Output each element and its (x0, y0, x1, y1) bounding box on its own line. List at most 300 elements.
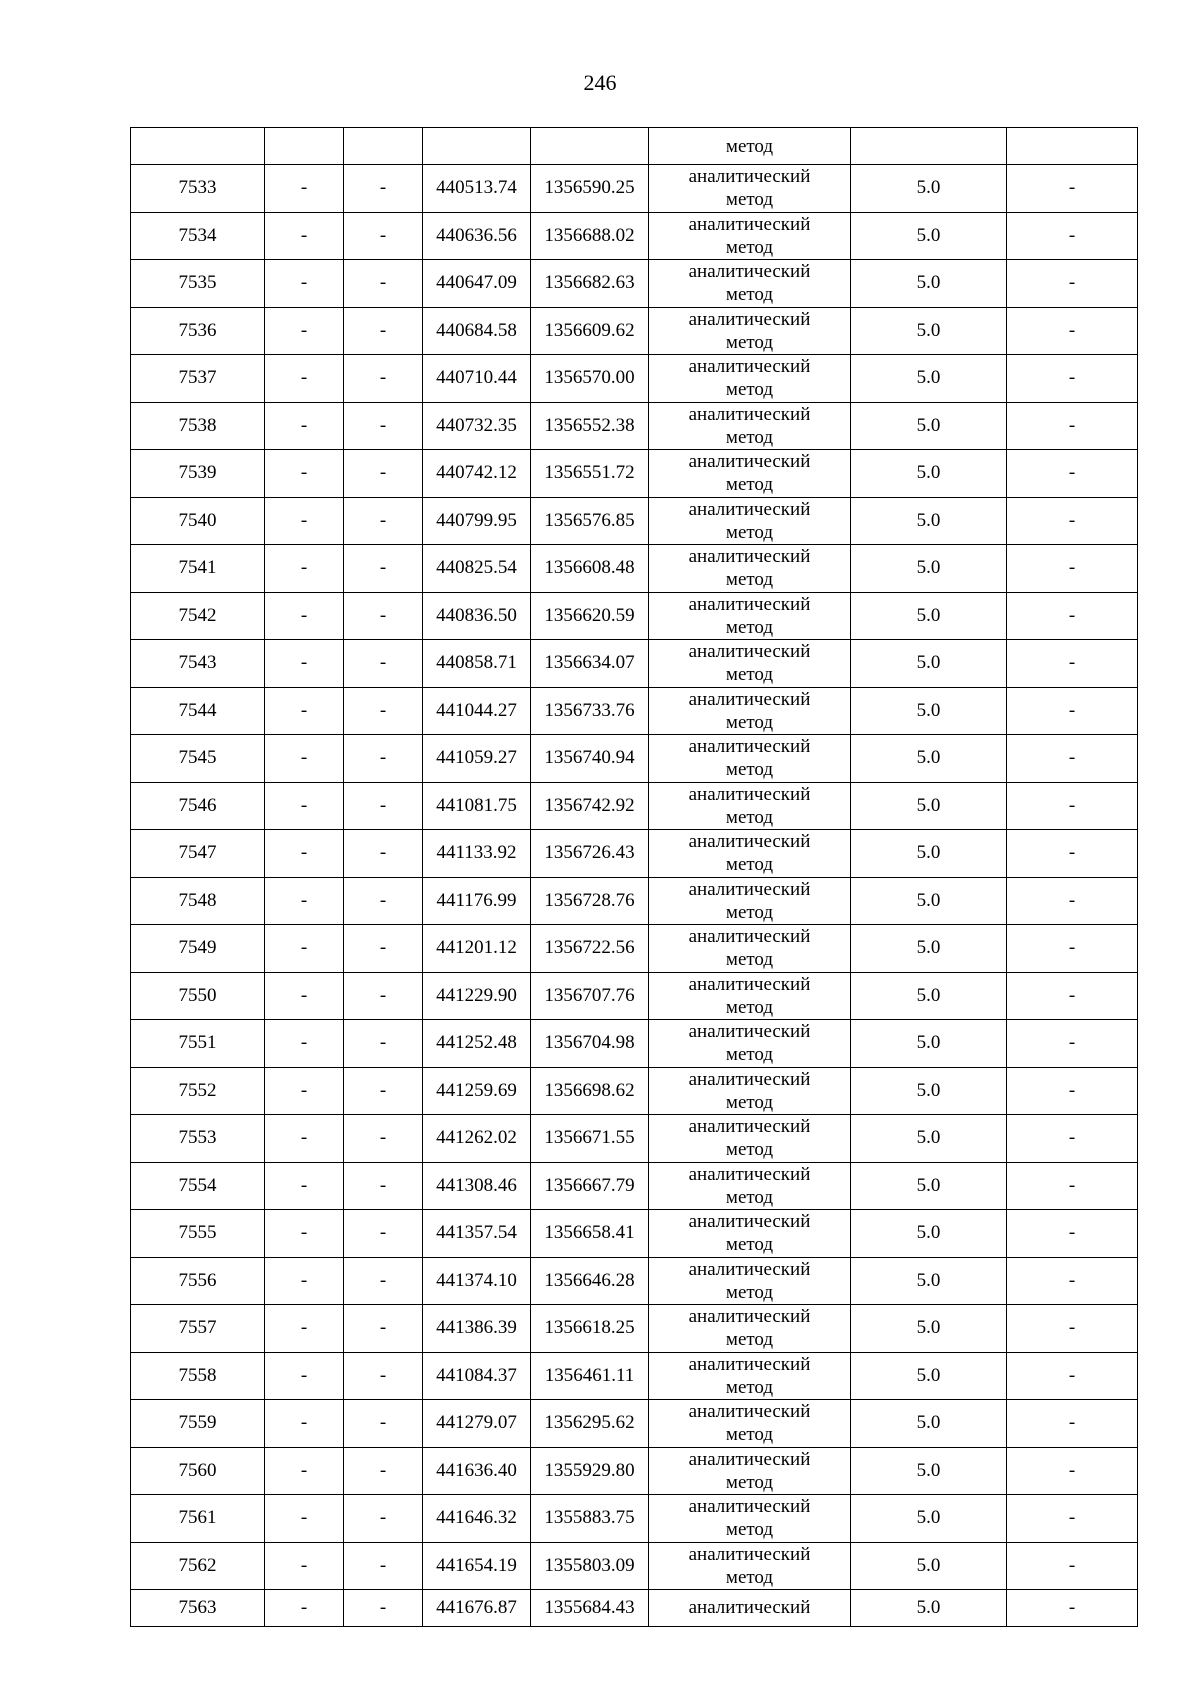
cell-accuracy: 5.0 (851, 307, 1007, 355)
cell-b: - (344, 1352, 423, 1400)
table-row (131, 1115, 1138, 1163)
cell-accuracy: 5.0 (851, 1020, 1007, 1068)
method-line-2: метод (725, 806, 774, 828)
method-line-1: аналитический (688, 403, 811, 425)
cell-id: 7535 (131, 260, 265, 308)
cell-a: - (265, 260, 344, 308)
cell-b: - (344, 165, 423, 213)
cell-accuracy: 5.0 (851, 1257, 1007, 1305)
cell-accuracy: 5.0 (851, 877, 1007, 925)
cell-a: - (265, 355, 344, 403)
cell-y: 1356698.62 (531, 1067, 649, 1115)
method-line-1: аналитический (688, 736, 811, 758)
cell-accuracy: 5.0 (851, 402, 1007, 450)
cell-x (423, 128, 531, 165)
cell-accuracy: 5.0 (851, 640, 1007, 688)
cell-y (531, 128, 649, 165)
cell-id: 7541 (131, 545, 265, 593)
cell-y: 1356682.63 (531, 260, 649, 308)
method-line-2: метод (725, 1044, 774, 1066)
cell-note: - (1007, 640, 1138, 688)
cell-method (649, 450, 851, 498)
cell-y: 1356570.00 (531, 355, 649, 403)
cell-a: - (265, 1257, 344, 1305)
cell-id: 7554 (131, 1162, 265, 1210)
method-line-1: аналитический (688, 356, 811, 378)
cell-y: 1356740.94 (531, 735, 649, 783)
cell-a: - (265, 497, 344, 545)
cell-accuracy: 5.0 (851, 212, 1007, 260)
cell-method (649, 1115, 851, 1163)
cell-note: - (1007, 1305, 1138, 1353)
cell-x: 441646.32 (423, 1495, 531, 1543)
method-line-2: метод (725, 521, 774, 543)
cell-y: 1356620.59 (531, 592, 649, 640)
cell-method: аналитический (649, 1590, 851, 1627)
cell-method (649, 355, 851, 403)
cell-id: 7546 (131, 782, 265, 830)
cell-a: - (265, 735, 344, 783)
cell-x: 441279.07 (423, 1400, 531, 1448)
cell-accuracy: 5.0 (851, 450, 1007, 498)
cell-b: - (344, 307, 423, 355)
method-line-1: аналитический (688, 1258, 811, 1280)
cell-id: 7562 (131, 1542, 265, 1590)
table-row (131, 355, 1138, 403)
table-row (131, 1210, 1138, 1258)
cell-a (265, 128, 344, 165)
method-line-1: аналитический (688, 1211, 811, 1233)
cell-id: 7539 (131, 450, 265, 498)
cell-x: 441084.37 (423, 1352, 531, 1400)
cell-y: 1355803.09 (531, 1542, 649, 1590)
table-row (131, 165, 1138, 213)
cell-x: 441176.99 (423, 877, 531, 925)
method-line-1: аналитический (688, 1021, 811, 1043)
cell-x: 441357.54 (423, 1210, 531, 1258)
cell-note: - (1007, 260, 1138, 308)
cell-id: 7556 (131, 1257, 265, 1305)
method-line-2: метод (725, 1234, 774, 1256)
table-row (131, 1257, 1138, 1305)
method-line-2: метод (725, 1376, 774, 1398)
table-row (131, 735, 1138, 783)
method-line-2: метод (725, 616, 774, 638)
cell-x: 440513.74 (423, 165, 531, 213)
cell-a: - (265, 1495, 344, 1543)
cell-id: 7537 (131, 355, 265, 403)
cell-a: - (265, 1447, 344, 1495)
cell-accuracy: 5.0 (851, 782, 1007, 830)
cell-a: - (265, 877, 344, 925)
cell-method (649, 640, 851, 688)
table-row (131, 307, 1138, 355)
cell-method (649, 497, 851, 545)
cell-y: 1356461.11 (531, 1352, 649, 1400)
cell-method (649, 877, 851, 925)
cell-method (649, 307, 851, 355)
method-line-1: аналитический (688, 1448, 811, 1470)
method-line-2: метод (725, 759, 774, 781)
cell-y: 1356671.55 (531, 1115, 649, 1163)
cell-note: - (1007, 1115, 1138, 1163)
cell-method (649, 165, 851, 213)
method-line-1: аналитический (688, 593, 811, 615)
cell-id: 7538 (131, 402, 265, 450)
cell-method (649, 260, 851, 308)
cell-a: - (265, 592, 344, 640)
cell-method (649, 687, 851, 735)
cell-b (344, 128, 423, 165)
table-row (131, 450, 1138, 498)
cell-id (131, 128, 265, 165)
method-line-1: аналитический (688, 1353, 811, 1375)
cell-y: 1356726.43 (531, 830, 649, 878)
cell-id: 7533 (131, 165, 265, 213)
cell-note: - (1007, 925, 1138, 973)
table-body (131, 128, 1138, 1627)
cell-y: 1356295.62 (531, 1400, 649, 1448)
table-row (131, 1495, 1138, 1543)
method-line-1: аналитический (688, 1401, 811, 1423)
cell-note: - (1007, 1210, 1138, 1258)
table-row-continuation (131, 128, 1138, 165)
coordinates-table (130, 127, 1138, 1627)
cell-accuracy: 5.0 (851, 735, 1007, 783)
method-line-1: аналитический (688, 688, 811, 710)
cell-a: - (265, 1162, 344, 1210)
cell-y: 1356722.56 (531, 925, 649, 973)
cell-b: - (344, 1542, 423, 1590)
method-line-2: метод (725, 569, 774, 591)
cell-id: 7561 (131, 1495, 265, 1543)
cell-id: 7551 (131, 1020, 265, 1068)
table-row (131, 1447, 1138, 1495)
cell-accuracy: 5.0 (851, 592, 1007, 640)
cell-x: 441229.90 (423, 972, 531, 1020)
cell-b: - (344, 450, 423, 498)
method-line-2: метод (725, 1091, 774, 1113)
cell-note: - (1007, 1257, 1138, 1305)
cell-id: 7540 (131, 497, 265, 545)
cell-x: 441654.19 (423, 1542, 531, 1590)
cell-method: метод (649, 128, 851, 165)
cell-note: - (1007, 497, 1138, 545)
cell-a: - (265, 925, 344, 973)
cell-note: - (1007, 212, 1138, 260)
cell-method (649, 925, 851, 973)
cell-a: - (265, 782, 344, 830)
cell-x: 440710.44 (423, 355, 531, 403)
method-line-1: аналитический (688, 926, 811, 948)
cell-method (649, 402, 851, 450)
cell-a: - (265, 545, 344, 593)
cell-accuracy (851, 128, 1007, 165)
cell-id: 7559 (131, 1400, 265, 1448)
cell-accuracy: 5.0 (851, 1590, 1007, 1627)
cell-b: - (344, 1305, 423, 1353)
cell-b: - (344, 212, 423, 260)
cell-y: 1356609.62 (531, 307, 649, 355)
method-line-2: метод (725, 996, 774, 1018)
cell-accuracy: 5.0 (851, 497, 1007, 545)
cell-b: - (344, 260, 423, 308)
cell-note: - (1007, 1447, 1138, 1495)
cell-note: - (1007, 402, 1138, 450)
cell-x: 441133.92 (423, 830, 531, 878)
cell-method (649, 1400, 851, 1448)
table-row (131, 260, 1138, 308)
cell-x: 441259.69 (423, 1067, 531, 1115)
method-line-2: метод (725, 664, 774, 686)
cell-a: - (265, 1020, 344, 1068)
cell-a: - (265, 1352, 344, 1400)
cell-b: - (344, 782, 423, 830)
method-line-1: аналитический (688, 546, 811, 568)
table-row (131, 1400, 1138, 1448)
cell-y: 1356634.07 (531, 640, 649, 688)
cell-note: - (1007, 1590, 1138, 1627)
cell-x: 440742.12 (423, 450, 531, 498)
table-row (131, 592, 1138, 640)
method-line-2: метод (725, 901, 774, 923)
cell-accuracy: 5.0 (851, 1067, 1007, 1115)
cell-accuracy: 5.0 (851, 1352, 1007, 1400)
cell-note: - (1007, 1162, 1138, 1210)
cell-accuracy: 5.0 (851, 165, 1007, 213)
method-line-1: аналитический (688, 451, 811, 473)
cell-id: 7550 (131, 972, 265, 1020)
cell-b: - (344, 1590, 423, 1627)
method-line-1: аналитический (688, 831, 811, 853)
cell-note: - (1007, 1495, 1138, 1543)
cell-note: - (1007, 592, 1138, 640)
method-line-1: аналитический (688, 1306, 811, 1328)
cell-note: - (1007, 782, 1138, 830)
cell-b: - (344, 1210, 423, 1258)
cell-b: - (344, 1447, 423, 1495)
cell-a: - (265, 1115, 344, 1163)
cell-accuracy: 5.0 (851, 545, 1007, 593)
page-number: 246 (583, 70, 617, 95)
cell-id: 7553 (131, 1115, 265, 1163)
cell-note: - (1007, 1020, 1138, 1068)
cell-x: 440647.09 (423, 260, 531, 308)
cell-y: 1356667.79 (531, 1162, 649, 1210)
cell-id: 7534 (131, 212, 265, 260)
method-line-2: метод (725, 379, 774, 401)
method-line-2: метод (725, 236, 774, 258)
cell-method (649, 1067, 851, 1115)
table-row (131, 925, 1138, 973)
table-row (131, 1162, 1138, 1210)
method-line-2: метод (725, 1186, 774, 1208)
cell-accuracy: 5.0 (851, 1447, 1007, 1495)
cell-accuracy: 5.0 (851, 687, 1007, 735)
method-line-2: метод (725, 426, 774, 448)
method-line-1: аналитический (688, 1163, 811, 1185)
cell-method (649, 1447, 851, 1495)
cell-id: 7557 (131, 1305, 265, 1353)
cell-note: - (1007, 1542, 1138, 1590)
cell-b: - (344, 1067, 423, 1115)
method-line-1: аналитический (688, 1543, 811, 1565)
cell-x: 440858.71 (423, 640, 531, 688)
cell-b: - (344, 735, 423, 783)
cell-x: 441386.39 (423, 1305, 531, 1353)
cell-method (649, 735, 851, 783)
method-line-2: метод (725, 711, 774, 733)
cell-accuracy: 5.0 (851, 1115, 1007, 1163)
cell-method (649, 1542, 851, 1590)
cell-y: 1356618.25 (531, 1305, 649, 1353)
cell-b: - (344, 1257, 423, 1305)
cell-x: 440825.54 (423, 545, 531, 593)
cell-x: 440684.58 (423, 307, 531, 355)
cell-method (649, 1257, 851, 1305)
cell-method (649, 545, 851, 593)
cell-x: 440636.56 (423, 212, 531, 260)
cell-y: 1355684.43 (531, 1590, 649, 1627)
cell-note: - (1007, 877, 1138, 925)
cell-accuracy: 5.0 (851, 925, 1007, 973)
cell-accuracy: 5.0 (851, 355, 1007, 403)
cell-method (649, 592, 851, 640)
cell-x: 441374.10 (423, 1257, 531, 1305)
cell-accuracy: 5.0 (851, 1400, 1007, 1448)
cell-id: 7560 (131, 1447, 265, 1495)
method-line-2: метод (725, 1519, 774, 1541)
table-row (131, 830, 1138, 878)
cell-b: - (344, 1162, 423, 1210)
cell-note (1007, 128, 1138, 165)
cell-method (649, 1352, 851, 1400)
cell-x: 440732.35 (423, 402, 531, 450)
cell-accuracy: 5.0 (851, 1210, 1007, 1258)
table-row (131, 1305, 1138, 1353)
cell-method (649, 782, 851, 830)
table-row (131, 1542, 1138, 1590)
cell-y: 1356707.76 (531, 972, 649, 1020)
cell-note: - (1007, 830, 1138, 878)
cell-a: - (265, 165, 344, 213)
cell-note: - (1007, 355, 1138, 403)
cell-y: 1356576.85 (531, 497, 649, 545)
table-row-last (131, 1590, 1138, 1627)
cell-y: 1355883.75 (531, 1495, 649, 1543)
table-row (131, 402, 1138, 450)
cell-method (649, 1210, 851, 1258)
cell-y: 1356742.92 (531, 782, 649, 830)
cell-x: 441059.27 (423, 735, 531, 783)
table-row (131, 1067, 1138, 1115)
cell-id: 7543 (131, 640, 265, 688)
cell-a: - (265, 1542, 344, 1590)
method-line-2: метод (725, 1566, 774, 1588)
cell-accuracy: 5.0 (851, 260, 1007, 308)
cell-a: - (265, 1305, 344, 1353)
cell-b: - (344, 877, 423, 925)
cell-x: 440836.50 (423, 592, 531, 640)
cell-x: 441308.46 (423, 1162, 531, 1210)
cell-a: - (265, 1067, 344, 1115)
cell-x: 441044.27 (423, 687, 531, 735)
method-line-2: метод (725, 949, 774, 971)
cell-id: 7547 (131, 830, 265, 878)
cell-note: - (1007, 735, 1138, 783)
method-line-1: аналитический (688, 308, 811, 330)
cell-b: - (344, 687, 423, 735)
table-row (131, 545, 1138, 593)
cell-b: - (344, 592, 423, 640)
cell-y: 1356688.02 (531, 212, 649, 260)
cell-a: - (265, 687, 344, 735)
cell-note: - (1007, 545, 1138, 593)
method-line-1: аналитический (688, 973, 811, 995)
cell-method (649, 1305, 851, 1353)
cell-y: 1356733.76 (531, 687, 649, 735)
cell-x: 440799.95 (423, 497, 531, 545)
table-row (131, 1020, 1138, 1068)
cell-x: 441676.87 (423, 1590, 531, 1627)
cell-b: - (344, 355, 423, 403)
cell-b: - (344, 972, 423, 1020)
method-line-2: метод (725, 284, 774, 306)
cell-y: 1356551.72 (531, 450, 649, 498)
cell-note: - (1007, 1400, 1138, 1448)
cell-id: 7555 (131, 1210, 265, 1258)
cell-b: - (344, 1115, 423, 1163)
cell-b: - (344, 1400, 423, 1448)
cell-id: 7536 (131, 307, 265, 355)
cell-y: 1356608.48 (531, 545, 649, 593)
table-row (131, 972, 1138, 1020)
cell-b: - (344, 640, 423, 688)
cell-a: - (265, 972, 344, 1020)
cell-method (649, 972, 851, 1020)
cell-id: 7563 (131, 1590, 265, 1627)
cell-a: - (265, 830, 344, 878)
cell-method (649, 1495, 851, 1543)
cell-id: 7552 (131, 1067, 265, 1115)
cell-note: - (1007, 307, 1138, 355)
cell-note: - (1007, 1067, 1138, 1115)
cell-id: 7558 (131, 1352, 265, 1400)
cell-a: - (265, 212, 344, 260)
cell-note: - (1007, 972, 1138, 1020)
cell-y: 1356646.28 (531, 1257, 649, 1305)
method-line-2: метод (725, 189, 774, 211)
cell-method (649, 830, 851, 878)
cell-accuracy: 5.0 (851, 1542, 1007, 1590)
method-line-1: аналитический (688, 878, 811, 900)
cell-a: - (265, 402, 344, 450)
cell-id: 7545 (131, 735, 265, 783)
cell-y: 1356552.38 (531, 402, 649, 450)
table-row (131, 877, 1138, 925)
method-line-2: метод (725, 1471, 774, 1493)
cell-y: 1356590.25 (531, 165, 649, 213)
method-line-2: метод (725, 474, 774, 496)
table-row (131, 687, 1138, 735)
cell-x: 441262.02 (423, 1115, 531, 1163)
method-line-2: метод (725, 854, 774, 876)
cell-id: 7542 (131, 592, 265, 640)
cell-note: - (1007, 687, 1138, 735)
cell-y: 1356728.76 (531, 877, 649, 925)
cell-method (649, 1162, 851, 1210)
method-line-1: аналитический (688, 1496, 811, 1518)
